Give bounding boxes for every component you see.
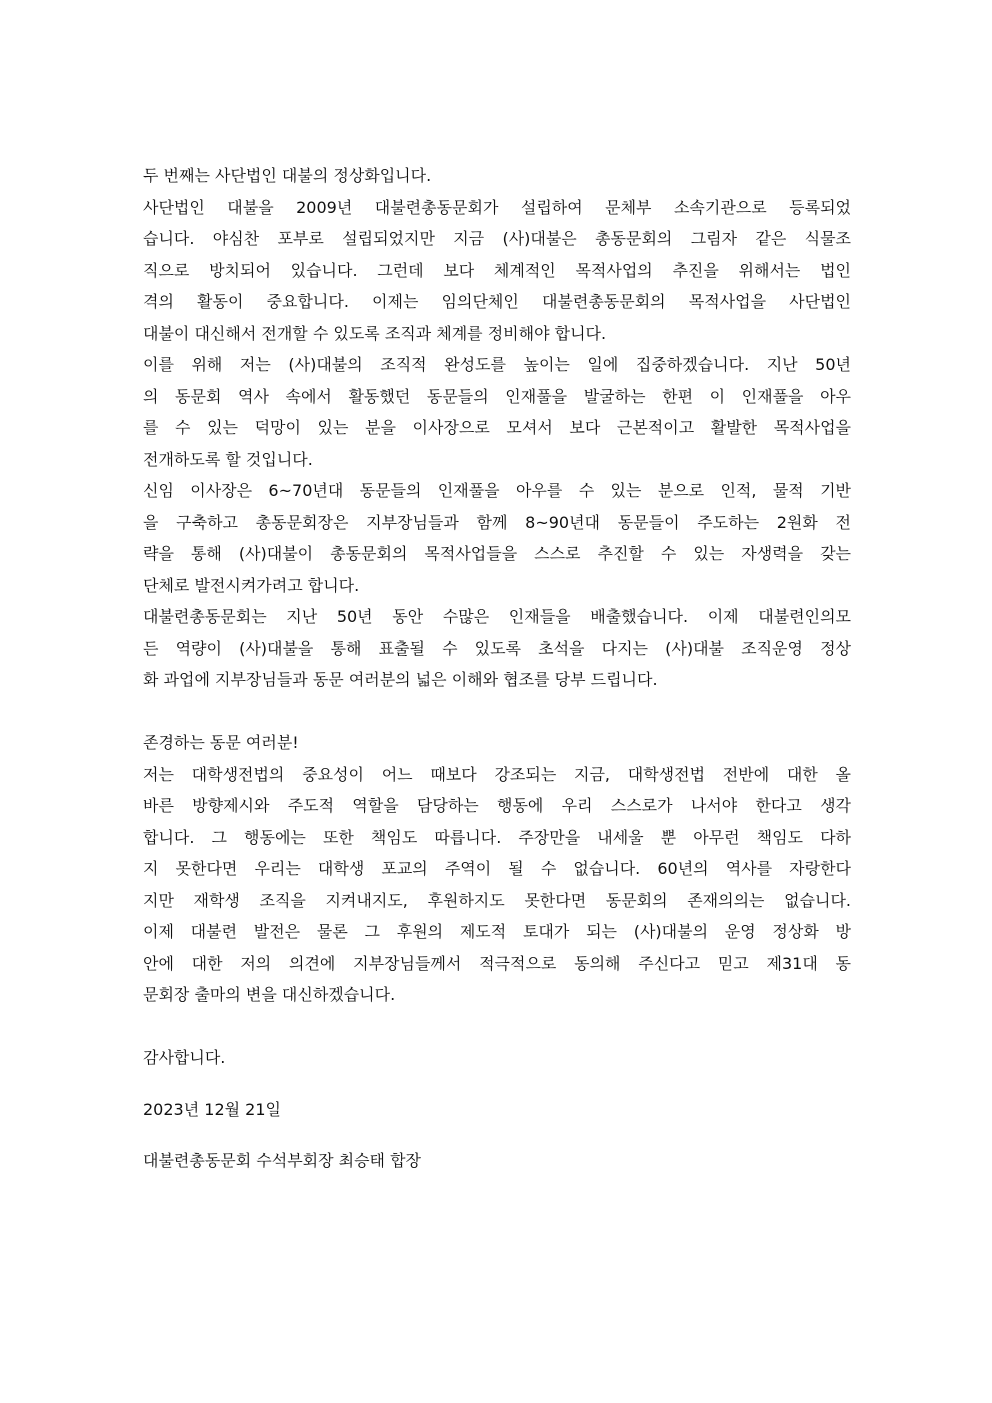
text-line: 대불이 대신해서 전개할 수 있도록 조직과 체계를 정비해야 합니다. xyxy=(143,323,607,343)
text-line: 바른 방향제시와 주도적 역할을 담당하는 행동에 우리 스스로가 나서야 한다고 생각 xyxy=(143,796,851,815)
document-date: 2023년 12월 21일 xyxy=(143,1099,281,1119)
section-heading: 두 번째는 사단법인 대불의 정상화입니다. xyxy=(143,166,432,185)
text-line: 격의 활동이 중요합니다. 이제는 임의단체인 대불련총동문회의 목적사업을 사단법인 xyxy=(143,292,851,311)
document-body xyxy=(143,160,851,1177)
text-line: 략을 통해 (사)대불이 총동문회의 목적사업들을 스스로 추진할 수 있는 자생력을 갖는 xyxy=(143,544,851,563)
text-line: 합니다. 그 행동에는 또한 책임도 따릅니다. 주장만을 내세울 뿐 아무런 책임도 다하 xyxy=(143,827,851,847)
text-line: 단체로 발전시켜가려고 합니다. xyxy=(143,575,360,595)
salutation: 존경하는 동문 여러분! xyxy=(143,733,299,752)
text-line: 화 과업에 지부장님들과 동문 여러분의 넓은 이해와 협조를 당부 드립니다. xyxy=(143,670,658,689)
text-line: 이를 위해 저는 (사)대불의 조직적 완성도를 높이는 일에 집중하겠습니다. 지난 50년 xyxy=(143,355,851,374)
text-line: 전개하도록 할 것입니다. xyxy=(143,449,313,469)
text-line: 의 동문회 역사 속에서 활동했던 동문들의 인재풀을 발굴하는 한편 이 인재풀을 아우 xyxy=(143,386,851,406)
paragraph-establishment xyxy=(143,192,851,350)
paragraph-request xyxy=(143,601,851,696)
text-line: 이제 대불련 발전은 물론 그 후원의 제도적 토대가 되는 (사)대불의 운영 정상화 방 xyxy=(143,922,851,941)
text-line: 안에 대한 저의 의견에 지부장님들께서 적극적으로 동의해 주신다고 믿고 제31대 동 xyxy=(143,953,851,973)
blank-line xyxy=(143,1011,851,1043)
paragraph-organization xyxy=(143,349,851,475)
text-line: 를 수 있는 덕망이 있는 분을 이사장으로 모셔서 보다 근본적이고 활발한 목적사업을 xyxy=(143,418,851,437)
text-line: 을 구축하고 총동문회장은 지부장님들과 함께 8~90년대 동문들이 주도하는 2원화 전 xyxy=(143,512,851,532)
text-line: 든 역량이 (사)대불을 통해 표출될 수 있도록 초석을 다지는 (사)대불 조직운영 정상 xyxy=(143,638,851,658)
thanks-text: 감사합니다. xyxy=(143,1048,226,1067)
text-line: 습니다. 야심찬 포부로 설립되었지만 지금 (사)대불은 총동문회의 그림자 같은 식물조 xyxy=(143,229,851,248)
signature: 대불련총동문회 수석부회장 최승태 합장 xyxy=(143,1151,422,1170)
text-line: 대불련총동문회는 지난 50년 동안 수많은 인재들을 배출했습니다. 이제 대불련인의모 xyxy=(143,607,851,626)
blank-line xyxy=(143,696,851,728)
text-line: 문회장 출마의 변을 대신하겠습니다. xyxy=(143,985,396,1004)
blank-line xyxy=(143,1074,851,1094)
text-line: 지만 재학생 조직을 지켜내지도, 후원하지도 못한다면 동문회의 존재의의는 없습니다. xyxy=(143,890,851,910)
blank-line xyxy=(143,1125,851,1145)
text-line: 저는 대학생전법의 중요성이 어느 때보다 강조되는 지금, 대학생전법 전반에 대한 올 xyxy=(143,764,851,784)
text-line: 직으로 방치되어 있습니다. 그런데 보다 체계적인 목적사업의 추진을 위해서는 법인 xyxy=(143,260,851,280)
paragraph-closing xyxy=(143,759,851,1011)
text-line: 사단법인 대불을 2009년 대불련총동문회가 설립하여 문체부 소속기관으로 등록되었 xyxy=(143,197,851,217)
paragraph-chairman xyxy=(143,475,851,601)
text-line: 지 못한다면 우리는 대학생 포교의 주역이 될 수 없습니다. 60년의 역사를 자랑한다 xyxy=(143,859,851,878)
text-line: 신임 이사장은 6~70년대 동문들의 인재풀을 아우를 수 있는 분으로 인적, 물적 기반 xyxy=(143,481,851,500)
